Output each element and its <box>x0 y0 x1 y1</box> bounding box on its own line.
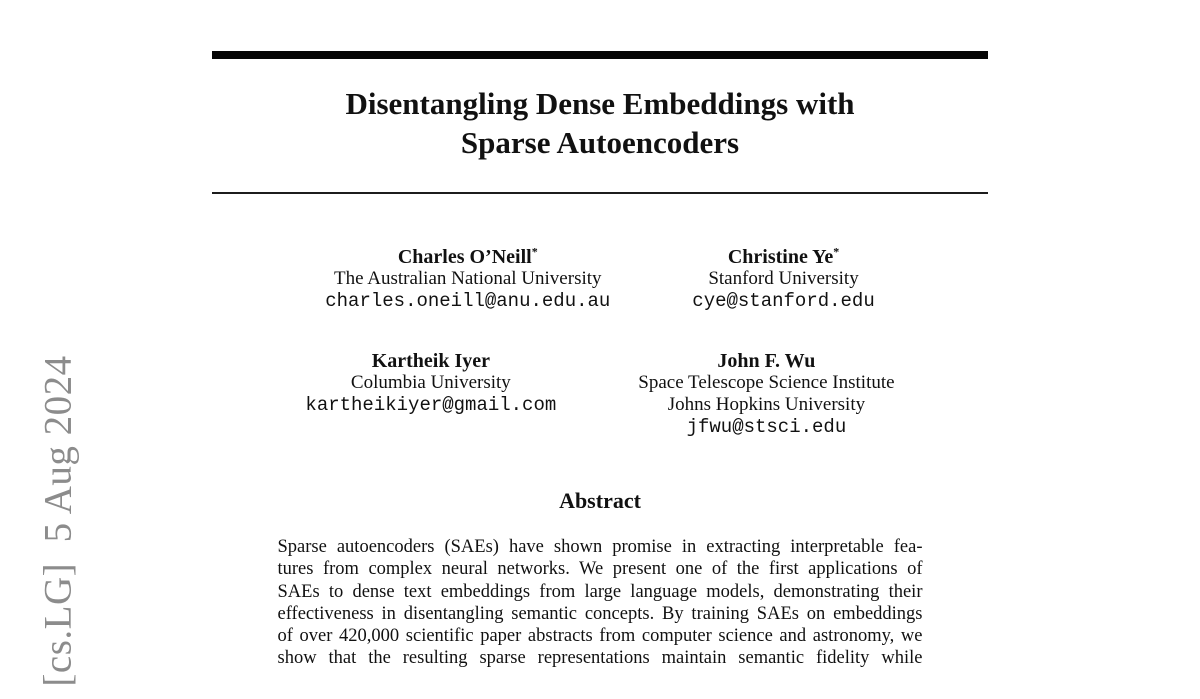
author-name <box>325 246 610 268</box>
author-footnote-mark: * <box>833 244 840 259</box>
paper-title <box>212 84 988 162</box>
title-line-2: Sparse Autoencoders <box>460 125 740 160</box>
author-email: cye@stanford.edu <box>692 290 875 312</box>
paper-page <box>212 51 988 670</box>
abstract-line: effectiveness in disentangling semantic concepts. By training SAEs on embeddings <box>277 603 923 624</box>
author-block-christine-ye <box>692 246 874 312</box>
author-name <box>638 350 894 372</box>
author-block-kartheik-iyer <box>305 350 556 438</box>
author-footnote-mark: * <box>531 244 538 259</box>
abstract-line: of over 420,000 scientific paper abstracts from computer science and astronomy, we <box>277 626 923 647</box>
author-name <box>305 350 556 372</box>
author-row-1 <box>212 246 988 312</box>
author-affiliation: Columbia University <box>350 372 511 393</box>
abstract-paragraph <box>278 536 923 670</box>
author-affiliation: The Australian National University <box>334 268 602 289</box>
top-rule <box>212 51 988 59</box>
abstract-heading: Abstract <box>559 488 641 513</box>
title-line-1: Disentangling Dense Embeddings with <box>345 86 855 121</box>
abstract-line: tures from complex neural networks. We present one of the first applications of <box>277 559 923 580</box>
author-email: kartheikiyer@gmail.com <box>305 394 557 416</box>
abstract-line: show that the resulting sparse representations maintain semantic fidelity while <box>277 648 923 669</box>
author-email: jfwu@stsci.edu <box>686 416 847 438</box>
abstract-line: SAEs to dense text embeddings from large language models, demonstrating their <box>277 581 923 602</box>
author-affiliation: Space Telescope Science Institute <box>638 372 895 393</box>
author-affiliation: Stanford University <box>708 268 859 289</box>
author-name-text: Charles O’Neill <box>397 246 532 268</box>
author-name-text: Christine Ye <box>727 246 834 268</box>
author-row-2 <box>212 350 988 438</box>
arxiv-category-date-watermark: [cs.LG] 5 Aug 2024 <box>36 355 80 687</box>
author-name-text: John F. Wu <box>717 350 816 372</box>
author-affiliation-2: Johns Hopkins University <box>667 394 866 415</box>
abstract-line: Sparse autoencoders (SAEs) have shown promise in extracting interpretable fea- <box>277 537 923 557</box>
title-rule <box>212 192 988 194</box>
author-email: charles.oneill@anu.edu.au <box>325 290 611 312</box>
author-block-charles-oneill <box>325 246 610 312</box>
author-block-john-f-wu <box>638 350 894 438</box>
author-name-text: Kartheik Iyer <box>371 350 490 372</box>
author-name <box>692 246 874 268</box>
